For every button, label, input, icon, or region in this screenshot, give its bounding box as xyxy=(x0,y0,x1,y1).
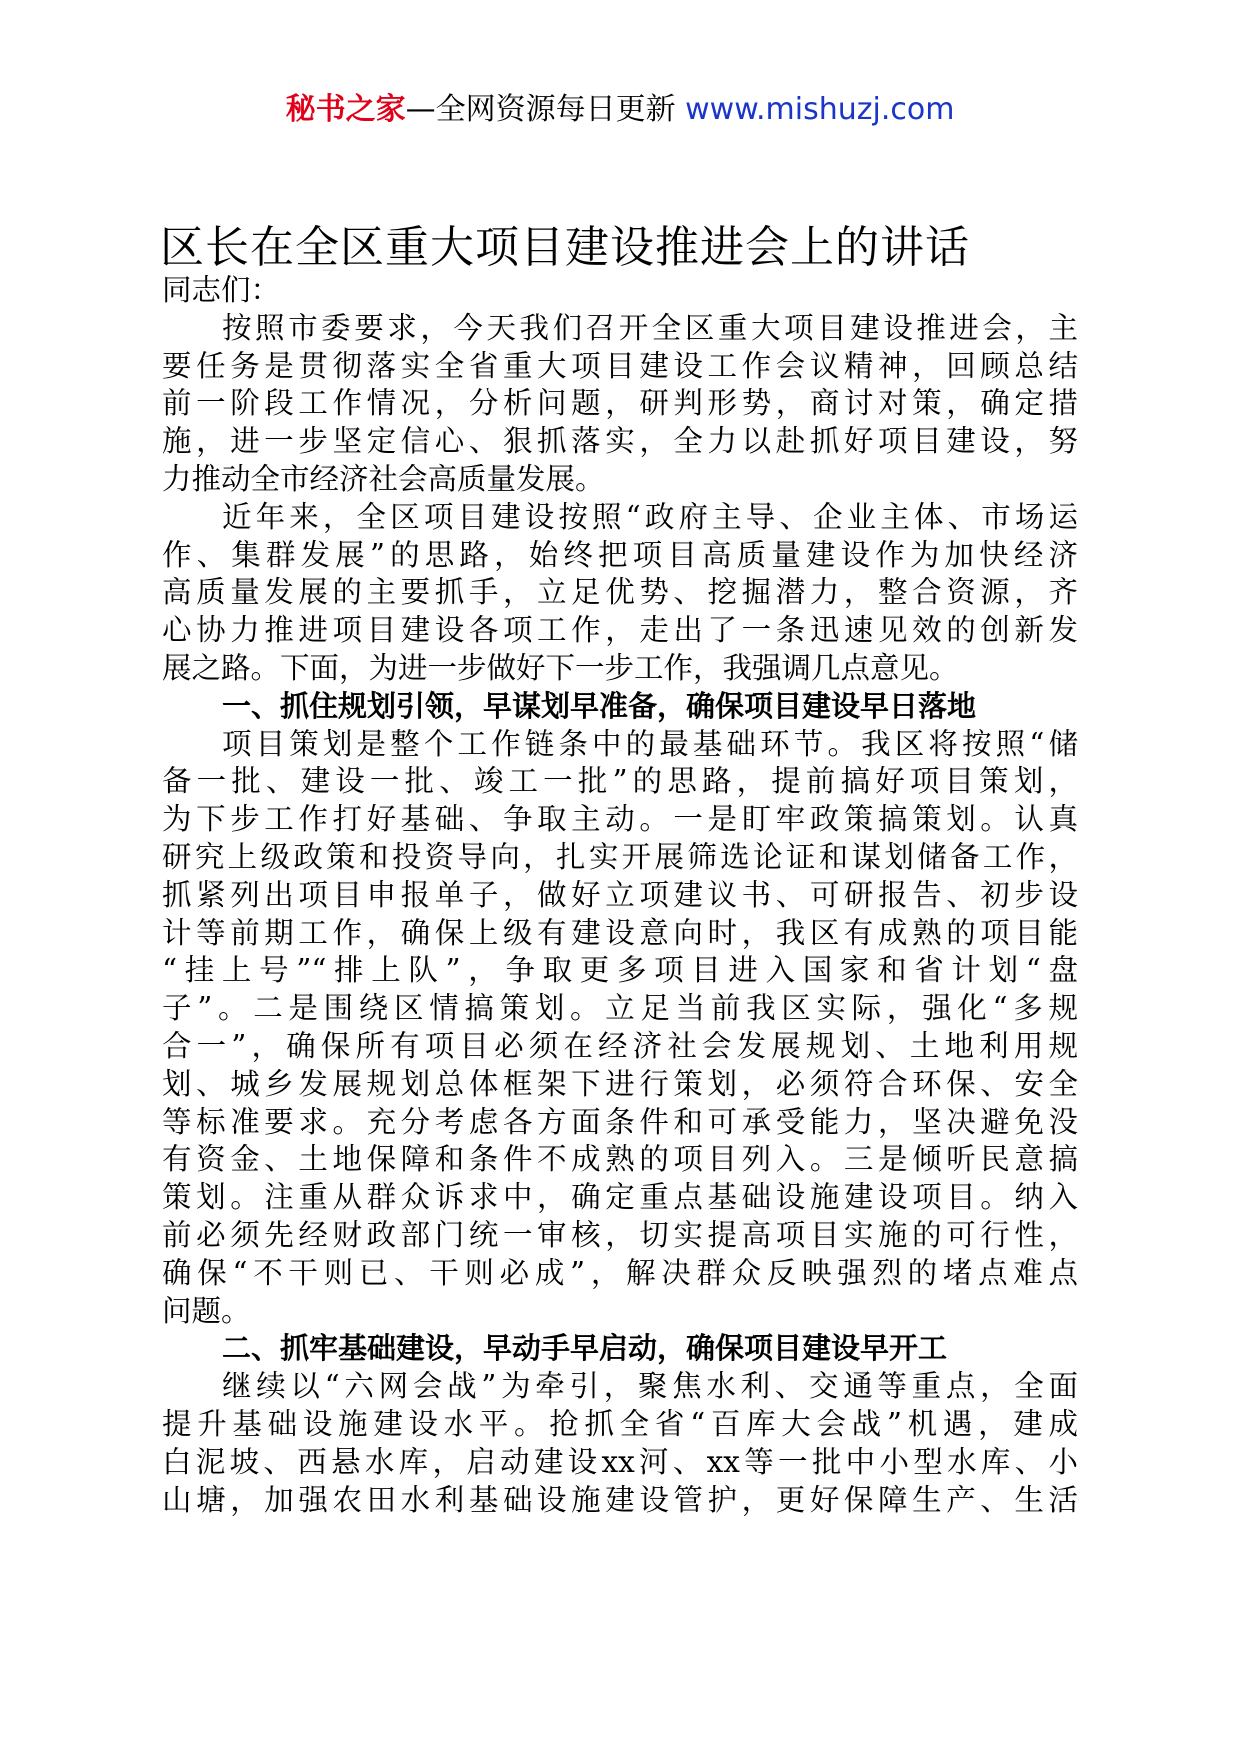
text-line: 按照市委要求，今天我们召开全区重大项目建设推进会，主 xyxy=(222,310,1078,345)
text-line: 子”。二是围绕区情搞策划。立足当前我区实际，强化“多规 xyxy=(162,991,1078,1026)
text-line: 心协力推进项目建设各项工作，走出了一条迅速见效的创新发 xyxy=(162,613,1078,648)
document-body xyxy=(162,272,1078,1519)
text-line: 高质量发展的主要抓手，立足优势、挖掘潜力，整合资源，齐 xyxy=(162,575,1078,610)
salutation: 同志们： xyxy=(162,273,281,307)
text-line: 继续以“六网会战”为牵引，聚焦水利、交通等重点，全面 xyxy=(222,1369,1078,1404)
text-line: 划、城乡发展规划总体框架下进行策划，必须符合环保、安全 xyxy=(162,1066,1078,1101)
site-tagline: —全网资源每日更新 xyxy=(405,92,686,127)
text-line: 作、集群发展”的思路，始终把项目高质量建设作为加快经济 xyxy=(162,537,1078,572)
text-line: 策划。注重从群众诉求中，确定重点基础设施建设项目。纳入 xyxy=(162,1180,1078,1215)
text-line: 等标准要求。充分考虑各方面条件和可承受能力，坚决避免没 xyxy=(162,1104,1078,1139)
text-line: 近年来，全区项目建设按照“政府主导、企业主体、市场运 xyxy=(222,499,1078,534)
text-line: 项目策划是整个工作链条中的最基础环节。我区将按照“储 xyxy=(222,726,1078,761)
text-line: 展之路。下面，为进一步做好下一步工作，我强调几点意见。 xyxy=(162,650,959,685)
text-line: 研究上级政策和投资导向，扎实开展筛选论证和谋划储备工作， xyxy=(162,839,1078,874)
site-header xyxy=(0,88,1240,132)
text-line: 为下步工作打好基础、争取主动。一是盯牢政策搞策划。认真 xyxy=(162,802,1078,837)
text-line: 备一批、建设一批、竣工一批”的思路，提前搞好项目策划， xyxy=(162,764,1078,799)
text-line: 确保“不干则已、干则必成”，解决群众反映强烈的堵点难点 xyxy=(162,1255,1078,1290)
text-line: 力推动全市经济社会高质量发展。 xyxy=(162,461,605,496)
text-line: 提升基础设施建设水平。抢抓全省“百库大会战”机遇，建成 xyxy=(162,1406,1078,1441)
text-line: 前必须先经财政部门统一审核，切实提高项目实施的可行性， xyxy=(162,1217,1078,1252)
site-url-link[interactable]: www.mishuzj.com xyxy=(685,92,955,127)
section-heading: 一、抓住规划引领，早谋划早准备，确保项目建设早日落地 xyxy=(222,688,977,723)
site-brand: 秘书之家 xyxy=(285,92,406,127)
text-line: 有资金、土地保障和条件不成熟的项目列入。三是倾听民意搞 xyxy=(162,1142,1078,1177)
section-heading: 二、抓牢基础建设，早动手早启动，确保项目建设早开工 xyxy=(222,1331,948,1366)
text-line: 要任务是贯彻落实全省重大项目建设工作会议精神，回顾总结 xyxy=(162,348,1078,383)
text-line: “挂上号”“排上队”，争取更多项目进入国家和省计划“盘 xyxy=(162,953,1078,988)
text-line: 合一”，确保所有项目必须在经济社会发展规划、土地利用规 xyxy=(162,1028,1078,1063)
text-line: 前一阶段工作情况，分析问题，研判形势，商讨对策，确定措 xyxy=(162,386,1078,421)
text-line: 抓紧列出项目申报单子，做好立项建议书、可研报告、初步设 xyxy=(162,877,1078,912)
text-line: 山塘，加强农田水利基础设施建设管护，更好保障生产、生活 xyxy=(162,1482,1078,1517)
text-line: 计等前期工作，确保上级有建设意向时，我区有成熟的项目能 xyxy=(162,915,1078,950)
text-line: 问题。 xyxy=(162,1293,251,1328)
text-line: 施，进一步坚定信心、狠抓落实，全力以赴抓好项目建设，努 xyxy=(162,424,1078,459)
document-title: 区长在全区重大项目建设推进会上的讲话 xyxy=(160,222,970,273)
text-line: 白泥坡、西悬水库，启动建设xx河、xx等一批中小型水库、小 xyxy=(162,1444,1078,1479)
